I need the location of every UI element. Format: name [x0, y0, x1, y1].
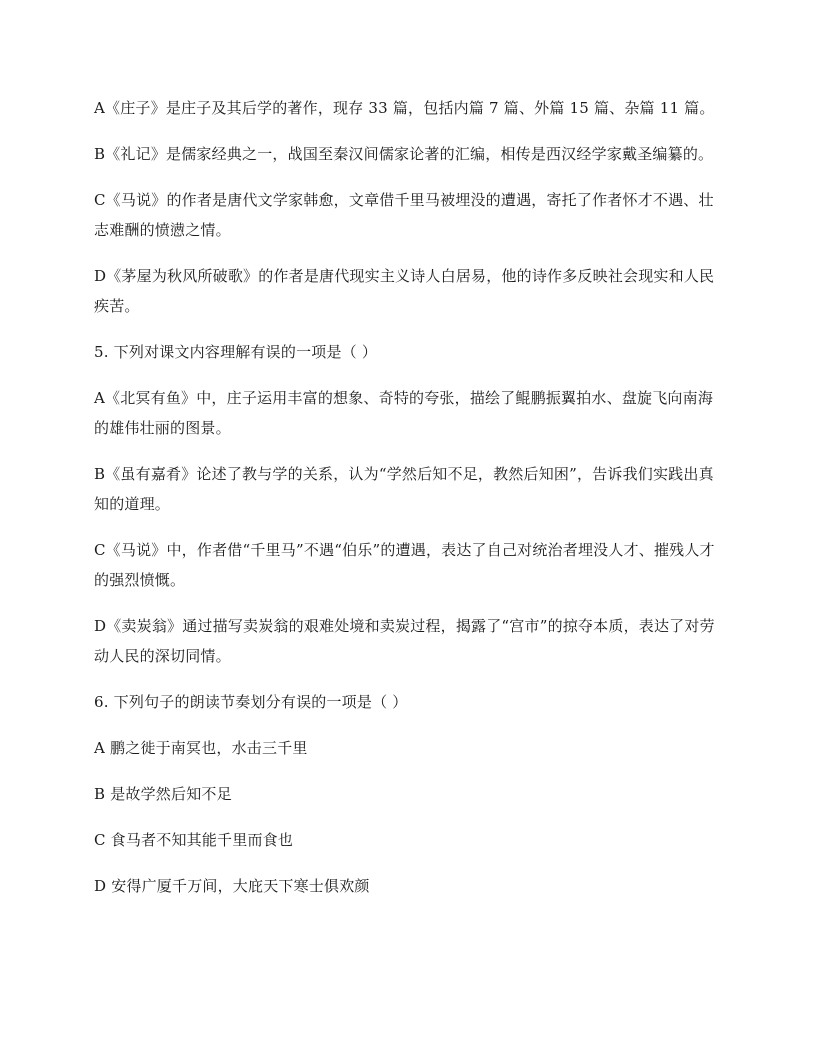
q6-stem: 6. 下列句子的朗读节奏划分有误的一项是（ ） [94, 693, 408, 711]
q5-option-b: B《虽有嘉肴》论述了教与学的关系，认为“学然后知不足，教然后知困”，告诉我们实践出真知的道理。 [94, 465, 714, 513]
document-body [94, 93, 722, 917]
q6-option-d: D 安得广厦千万间，大庇天下寒士俱欢颜 [94, 877, 370, 895]
q4-option-d: D《茅屋为秋风所破歌》的作者是唐代现实主义诗人白居易，他的诗作多反映社会现实和人民疾苦。 [94, 267, 715, 315]
q5-stem: 5. 下列对课文内容理解有误的一项是（ ） [94, 343, 378, 361]
q5-option-c: C《马说》中，作者借“千里马”不遇“伯乐”的遭遇，表达了自己对统治者埋没人才、摧残人才的强烈愤慨。 [94, 541, 715, 589]
q6-option-a: A 鹏之徙于南冥也，水击三千里 [94, 739, 308, 757]
q4-option-b: B《礼记》是儒家经典之一，战国至秦汉间儒家论著的汇编，相传是西汉经学家戴圣编纂的。 [94, 145, 714, 163]
q6-option-c: C 食马者不知其能千里而食也 [94, 831, 294, 849]
q4-option-a: A《庄子》是庄子及其后学的著作，现存 33 篇，包括内篇 7 篇、外篇 15 篇、杂篇 11 篇。 [94, 99, 715, 117]
q6-option-b: B 是故学然后知不足 [94, 785, 232, 803]
q4-option-c: C《马说》的作者是唐代文学家韩愈，文章借千里马被埋没的遭遇，寄托了作者怀才不遇、壮志难酬的愤懑之情。 [94, 191, 714, 239]
q5-option-a: A《北冥有鱼》中，庄子运用丰富的想象、奇特的夸张，描绘了鲲鹏振翼拍水、盘旋飞向南海的雄伟壮丽的图景。 [94, 389, 714, 437]
q5-option-d: D《卖炭翁》通过描写卖炭翁的艰难处境和卖炭过程，揭露了“宫市”的掠夺本质，表达了对劳动人民的深切同情。 [94, 617, 715, 665]
